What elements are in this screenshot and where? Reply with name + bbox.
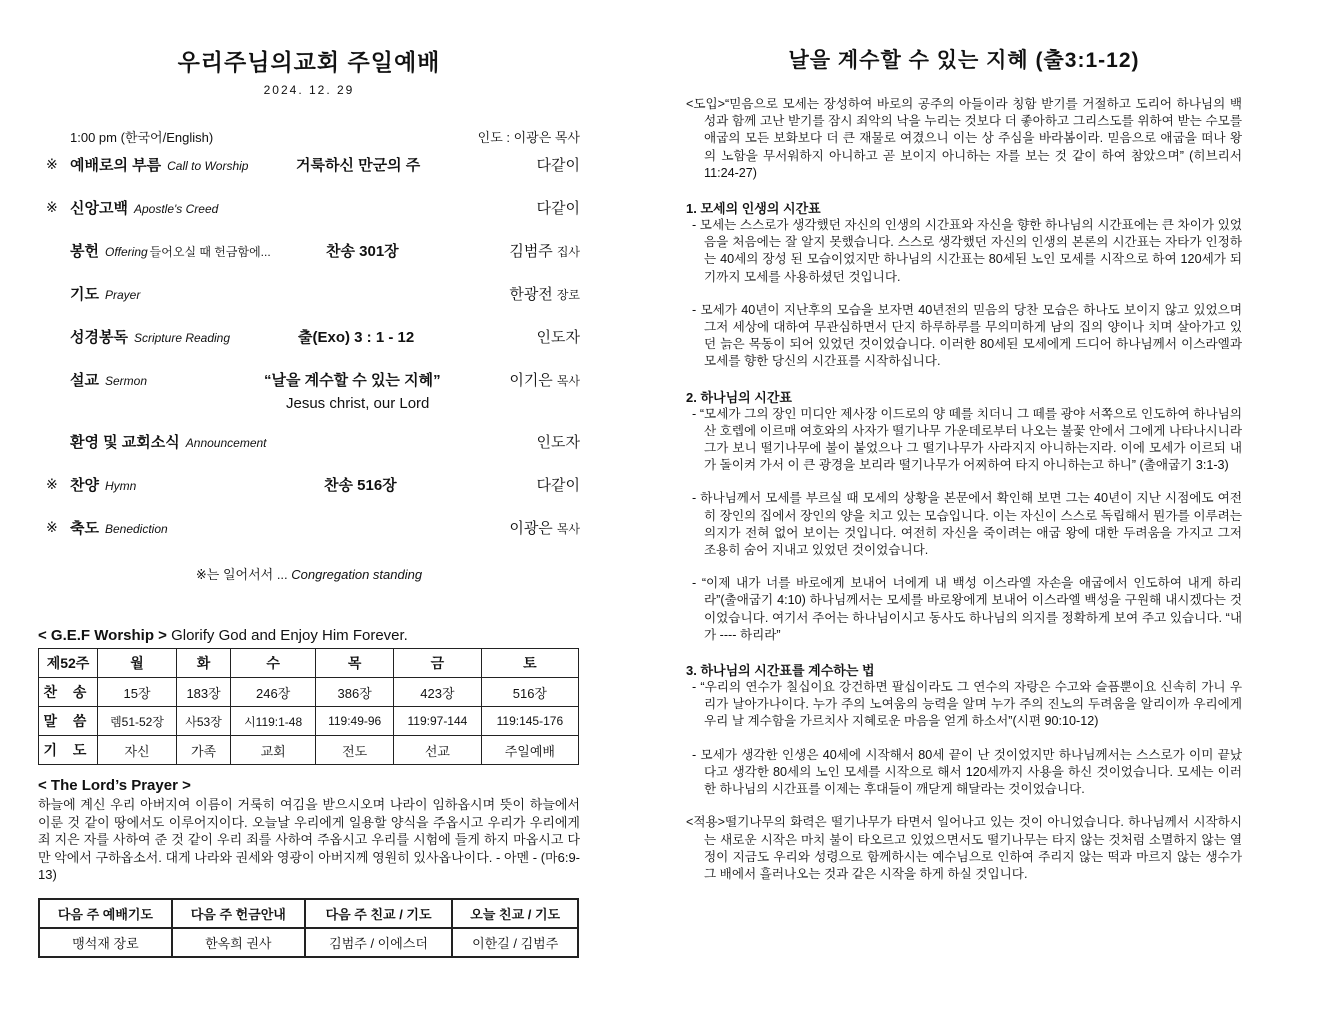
order-who: 인도자: [536, 434, 580, 451]
standing-mark: ※: [46, 156, 58, 172]
service-leader: 인도 : 이광은 목사: [477, 130, 580, 145]
section-title: 3. 하나님의 시간표를 계수하는 법: [686, 663, 875, 679]
order-who: 한광전 장로: [509, 286, 580, 303]
order-item: [38, 431, 580, 474]
table-row: 기 도 자신 가족 교회 전도 선교 주일예배: [39, 736, 579, 765]
section-paragraph: - 모세는 스스로가 생각했던 자신의 인생의 시간표와 자신을 향한 하나님의 시간표에는 큰 차이가 있었음을 처음에는 잘 알지 못했습니다. 스스로 생각했던 자신의 인생의 본론의 시간표는 자타가 인정하는 40세의 장성 된 모습이었지만 하나님의 시간표는 80세된 노인 모세를 시작으로 하여 120세가 되기까지 모세를 사용하셨던 것입니다.: [692, 218, 1242, 284]
lords-prayer-title: < The Lord’s Prayer >: [38, 777, 191, 794]
order-name: 봉헌 Offering 들어오실 때 헌금함에...: [70, 243, 271, 260]
order-name: 성경봉독 Scripture Reading: [70, 329, 231, 346]
sermon-subtitle: Jesus christ, our Lord: [286, 395, 430, 412]
service-time-row: [38, 127, 580, 146]
order-item: [38, 240, 580, 283]
duty-table: 다음 주 예배기도 다음 주 헌금안내 다음 주 친교 / 기도 오늘 친교 / 기도 맹석재 장로 한옥희 권사 김범주 / 이에스더 이한길 / 김범주: [38, 898, 579, 958]
order-name: 찬양 Hymn: [70, 477, 137, 494]
order-name: 신앙고백 Apostle's Creed: [70, 200, 219, 217]
order-item: [38, 474, 580, 517]
section-title: 1. 모세의 인생의 시간표: [686, 201, 821, 217]
order-name: 축도 Benediction: [70, 520, 168, 537]
standing-mark: ※: [46, 476, 58, 492]
order-who: 인도자: [536, 329, 580, 346]
bulletin-date: 2024. 12. 29: [263, 83, 355, 97]
order-detail: 찬송 516장: [324, 477, 397, 494]
order-name: 환영 및 교회소식 Announcement: [70, 434, 267, 451]
order-detail: 거룩하신 만군의 주: [296, 157, 421, 174]
section-title: 2. 하나님의 시간표: [686, 389, 792, 405]
order-name: 예배로의 부름 Call to Worship: [70, 157, 249, 174]
sermon-application: <적용>떨기나무의 화력은 떨기나무가 타면서 일어나고 있는 것이 아니었습니다. 하나님께서 시작하시는 새로운 시작은 마치 불이 타오르고 있었으면서도 떨기나무는 타지 않는 것처럼 소멸하지 않는 열정이 지금도 우리와 성령으로 함께하시는 예수님으로 인하여 주리지 않는 떡과 마르지 않는 생수가 그 배에서 흘러나오는 것과 같은 시작을 하게 하실 것입니다.: [686, 815, 1242, 881]
gef-title: < G.E.F Worship > Glorify God and Enjoy Him Forever.: [38, 627, 408, 644]
bulletin-column: [38, 40, 580, 958]
section-paragraph: - 모세가 생각한 인생은 40세에 시작해서 80세 끝이 난 것이었지만 하나님께서는 스스로가 이미 끝났다고 생각한 80세의 노인 모세를 시작으로 해서 120세까지 사용을 하신 것이었습니다. 모세는 이러한 하나님의 시간표를 이제는 후대들이 깨닫게 해달라는 것이었습니다.: [692, 747, 1242, 797]
section-paragraph: - 모세가 40년이 지난후의 모습을 보자면 40년전의 믿음의 당찬 모습은 하나도 보이지 않고 있었으며 그저 세상에 대하여 무관심하면서 단지 하루하루를 무의미하게 남의 집의 양이나 치며 살아가고 있던 늙은 목동이 되어 있었던 것이었습니다. 이러한 80세된 모세에게 드디어 하나님께서 이스라엘과 모세를 향한 당신의 시간표를 시작하십니다.: [692, 302, 1242, 369]
service-time: 1:00 pm (한국어/English): [70, 130, 214, 145]
table-row: 맹석재 장로 한옥희 권사 김범주 / 이에스더 이한길 / 김범주: [39, 928, 578, 957]
section-paragraph: - “모세가 그의 장인 미디안 제사장 이드로의 양 떼를 치더니 그 떼를 광야 서쪽으로 인도하여 하나님의 산 호렙에 이르매 여호와의 사자가 떨기나무 가운데로부터 나오는 불꽃 안에서 그에게 나타나시니라 그가 보니 떨기나무에 불이 붙었으나 그 떨기나무가 사라지지 아니하는지라. 이에 모세가 이르되 내가 돌이켜 가서 이 큰 광경을 보리라 떨기나무가 어찌하여 타지 아니하는고 하니” (출애굽기 3:1-3): [692, 406, 1242, 473]
standing-note: ※는 일어서서 ... Congregation standing: [195, 567, 423, 582]
order-item: [38, 326, 580, 369]
order-who: 다같이: [536, 200, 580, 217]
standing-mark: ※: [46, 519, 58, 535]
sermon-intro: <도입>“믿음으로 모세는 장성하여 바로의 공주의 아들이라 칭함 받기를 거절하고 도리어 하나님의 백성과 함께 고난 받기를 잠시 죄악의 낙을 누리는 것보다 더 좋아하고 그리스도를 위하여 받는 수모를 애굽의 모든 보화보다 더 큰 재물로 여겼으니 이는 상 주심을 바라봄이라. 믿음으로 애굽을 떠나 왕의 노함을 무서워하지 아니하고 곧 보이지 아니하는 자를 보는 것 같이 하여 참았으며” (히브리서 11:24-27): [686, 97, 1242, 180]
section-paragraph: - “우리의 연수가 칠십이요 강건하면 팔십이라도 그 연수의 자랑은 수고와 슬픔뿐이요 신속히 가니 우리가 날아가나이다. 누가 주의 노여움의 능력을 알며 누가 주의 진노의 두려움을 알리이까 우리에게 우리 날 계수함을 가르치사 지혜로운 마음을 얻게 하소서”(시편 90:10-12): [692, 680, 1242, 729]
order-who: 다같이: [536, 157, 580, 174]
order-name: 설교 Sermon: [70, 372, 148, 389]
lords-prayer-text: 하늘에 계신 우리 아버지여 이름이 거룩히 여김을 받으시오며 나라이 임하옵시며 뜻이 하늘에서 이룬 것 같이 땅에서도 이루어지이다. 오늘날 우리에게 일용할 양식을 주옵시고 우리가 우리에게 죄 지은 자를 사하여 준 것 같이 우리 죄를 사하여 주옵시고 우리를 시험에 들게 하지 마옵시고 다만 악에서 구하옵소서. 대게 나라와 권세와 영광이 아버지께 영원히 있사옵나이다. - 아멘 - (마6:9-13): [38, 797, 580, 882]
order-detail: 찬송 301장: [326, 243, 399, 260]
gef-table: 제52주 월 화 수 목 금 토 찬 송 15장 183장 246장 386장 423장 516장 말 씀 렘51-52장 사53장 시119:1-48 119:49-96 119:97-144 119:145-176 기 도 자신 가족 교회 전도 선교 주일예배: [38, 648, 579, 765]
order-item: [38, 197, 580, 240]
table-row: 말 씀 렘51-52장 사53장 시119:1-48 119:49-96 119:97-144 119:145-176: [39, 707, 579, 736]
order-who: 이광은 목사: [509, 520, 580, 537]
section-paragraph: - 하나님께서 모세를 부르실 때 모세의 상황을 본문에서 확인해 보면 그는 40년이 지난 시점에도 여전히 장인의 집에서 장인의 양을 치고 있는 모습입니다. 이는 자신이 스스로 독립해서 뭔가를 이루려는 의지가 전혀 없어 보이는 것입니다. 여전히 자신을 죽이려는 애굽 왕에 대한 두려움을 가지고 그저 조용히 숨어 지내고 있었던 것이었습니다.: [692, 491, 1242, 558]
bulletin-title: 우리주님의교회 주일예배: [177, 49, 441, 75]
order-item: [38, 283, 580, 326]
order-detail: 출(Exo) 3 : 1 - 12: [298, 329, 415, 346]
order-name: 기도 Prayer: [70, 286, 141, 303]
order-item: [38, 154, 580, 197]
section-paragraph: - “이제 내가 너를 바로에게 보내어 너에게 내 백성 이스라엘 자손을 애굽에서 인도하여 내게 하리라”(출애굽기 4:10) 하나님께서는 모세를 바로왕에게 보내어 이스라엘 백성을 구원해 내시겠다는 것이었습니다. 여기서 주어는 하나님이시고 동사도 하나님의 의지를 정확하게 보여 주고 있습니다. “내가 ---- 하리라”: [692, 576, 1242, 642]
standing-mark: ※: [46, 199, 58, 215]
sermon-title: “날을 계수할 수 있는 지혜”: [264, 372, 441, 389]
table-row: 찬 송 15장 183장 246장 386장 423장 516장: [39, 678, 579, 707]
order-of-worship: [38, 154, 580, 560]
order-who: 김범주 집사: [509, 243, 580, 260]
sermon-column: [686, 44, 1242, 883]
order-item: [38, 517, 580, 560]
order-who: 이기은 목사: [509, 372, 580, 389]
sermon-heading: 날을 계수할 수 있는 지혜 (출3:1-12): [788, 49, 1140, 72]
order-who: 다같이: [536, 477, 580, 494]
order-item: [38, 369, 580, 431]
